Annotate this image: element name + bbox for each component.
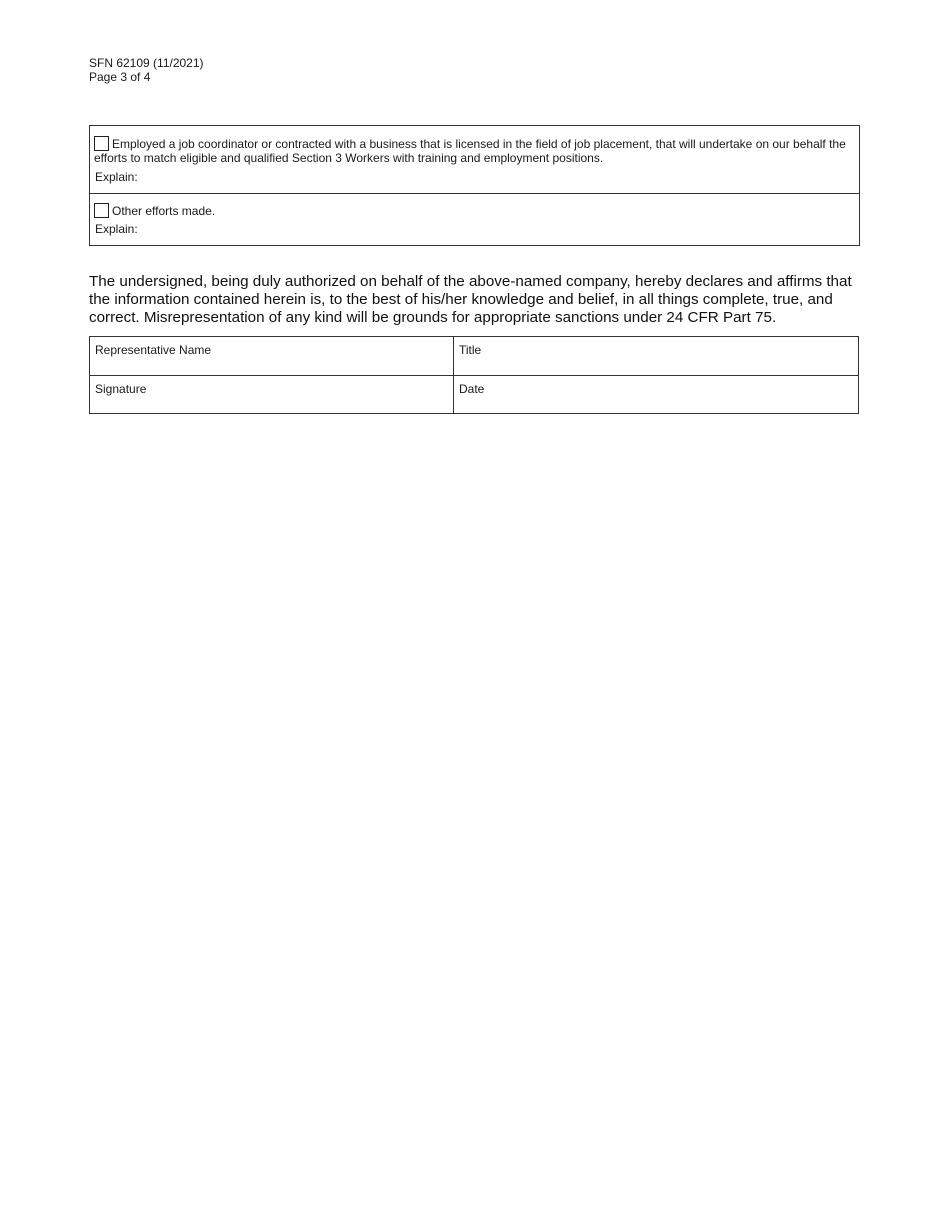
other-efforts-explain-field[interactable] [146,220,851,236]
page-indicator: Page 3 of 4 [89,70,151,84]
effort-item-text [94,136,853,165]
signature-field[interactable] [90,376,454,413]
other-efforts-checkbox[interactable] [94,203,109,218]
job-coordinator-label: Employed a job coordinator or contracted with a business that is licensed in the field of job placement, that will undertake on our behalf the efforts to match eligible and qualified Section 3 Workers with training and employment positions. [94,137,846,165]
representative-name-field[interactable] [90,337,454,376]
declaration-statement: The undersigned, being duly authorized on behalf of the above-named company, hereby declares and affirms that the information contained herein is, to the best of his/her knowledge and belief, in all things complete, true, and correct. Misrepresentation of any kind will be grounds for appropriate sanctions under 24 CFR Part 75. [89,273,852,326]
signature-table [89,336,859,414]
other-efforts-label: Other efforts made. [112,204,216,218]
date-label: Date [459,382,485,396]
title-field[interactable] [454,337,858,376]
job-coordinator-explain-label: Explain: [95,170,138,184]
form-number: SFN 62109 (11/2021) [89,56,204,70]
representative-name-label: Representative Name [95,343,212,357]
effort-item-job-coordinator [89,125,860,194]
signature-label: Signature [95,382,147,396]
effort-item-text [94,203,853,218]
date-field[interactable] [454,376,858,413]
other-efforts-explain-label: Explain: [95,222,138,236]
effort-item-other [89,193,860,246]
job-coordinator-explain-field[interactable] [146,168,851,184]
job-coordinator-checkbox[interactable] [94,136,109,151]
title-label: Title [459,343,482,357]
form-header [89,56,204,84]
